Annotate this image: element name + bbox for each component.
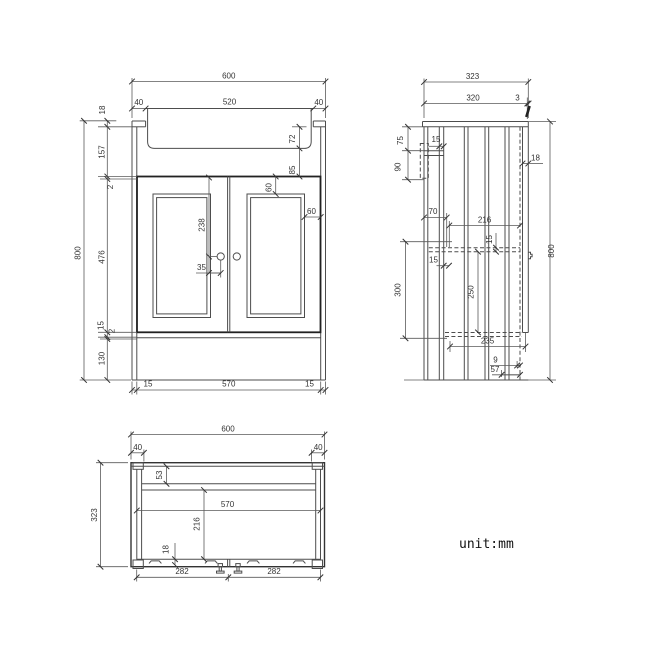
dim-side-door-thickness: 18	[531, 153, 540, 163]
dim-front-side-thickness-left: 15	[143, 379, 153, 389]
dim-plan-internal-width: 570	[220, 500, 235, 509]
dim-plan-front-rail-thickness: 18	[161, 545, 171, 554]
dim-front-basin-inset-right: 40	[314, 98, 324, 107]
dim-plan-overall-width: 600	[221, 424, 235, 434]
dim-front-bottom-rail: 15	[96, 321, 106, 330]
dim-side-bottom-depth: 235	[480, 336, 495, 346]
dim-side-plinth-setback-small: 9	[493, 355, 498, 365]
dim-plan-back-rail-depth: 53	[155, 470, 164, 480]
dim-front-handle-drop: 238	[197, 218, 207, 232]
dim-side-front-lip: 3	[515, 93, 520, 103]
dim-side-bracket-height: 90	[393, 162, 403, 172]
dim-side-overall-depth: 323	[465, 72, 480, 81]
dim-plan-corner-inset-right: 40	[313, 442, 323, 452]
dim-front-apron-height: 157	[97, 145, 107, 159]
dim-front-door-top-gap: 2	[106, 184, 115, 190]
dim-side-bracket-offset-top: 75	[396, 136, 405, 145]
dim-plan-overall-depth: 323	[90, 508, 99, 522]
dim-side-shelf-depth: 216	[477, 215, 492, 225]
dim-front-door-bottom-gap: 2	[107, 328, 117, 334]
dim-front-overall-height: 800	[73, 246, 83, 260]
dim-side-shelf-to-bottom: 250	[466, 285, 476, 299]
dim-front-internal-width: 570	[222, 379, 236, 389]
dim-front-basin-inset-left: 40	[134, 98, 144, 107]
dim-front-plinth-height: 130	[97, 351, 107, 366]
dim-front-handle-offset: 35	[197, 262, 206, 272]
dim-side-back-clearance: 70	[428, 207, 438, 216]
dim-side-shelf-thickness: 15	[485, 235, 494, 244]
dim-front-basin-to-doors: 85	[288, 165, 297, 175]
dim-front-panel-inset-side: 60	[307, 207, 316, 216]
dim-plan-door-width-right: 282	[267, 567, 281, 576]
dim-front-door-height: 476	[97, 250, 107, 264]
dim-side-top-depth: 320	[466, 93, 480, 103]
dim-side-open-height: 300	[393, 283, 403, 297]
dim-plan-corner-inset-left: 40	[133, 442, 143, 452]
dim-side-back-rail-thickness: 15	[429, 255, 438, 265]
dim-side-plinth-setback: 57	[490, 364, 500, 374]
dim-front-overall-width: 600	[222, 71, 236, 81]
dim-side-rail-thickness: 15	[431, 135, 441, 144]
dim-plan-internal-depth: 216	[192, 517, 202, 531]
dim-front-top-thickness: 18	[97, 105, 107, 115]
dim-front-side-thickness-right: 15	[305, 379, 314, 389]
dim-side-overall-height: 800	[547, 244, 556, 258]
dim-plan-door-width-left: 282	[175, 567, 189, 576]
dim-front-panel-inset-top: 60	[264, 183, 274, 192]
dim-front-basin-depth: 72	[288, 134, 297, 144]
unit-note: unit:mm	[459, 537, 514, 552]
dim-front-basin-width: 520	[222, 97, 237, 107]
